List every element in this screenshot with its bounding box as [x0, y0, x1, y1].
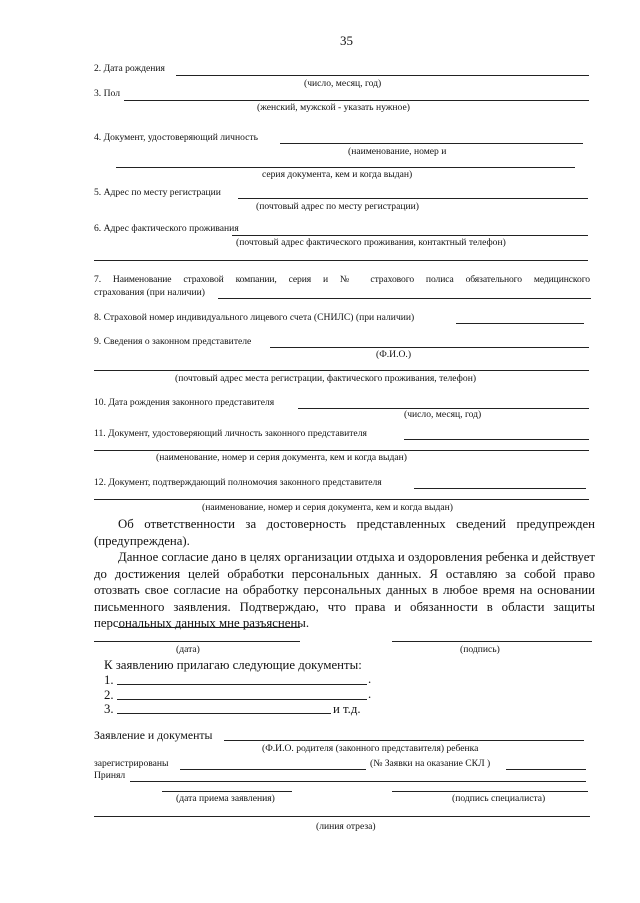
representative-birth-hint: (число, месяц, год): [404, 409, 482, 420]
birth-date-hint: (число, месяц, год): [304, 78, 382, 89]
signature-extra-line[interactable]: [118, 627, 300, 628]
date-hint: (дата): [176, 644, 200, 655]
residence-address-line-1[interactable]: [232, 235, 588, 236]
attachment-etc: и т.д.: [333, 702, 361, 716]
residence-address-label: 6. Адрес фактического проживания: [94, 223, 239, 234]
page-number: 35: [340, 33, 353, 48]
residence-address-hint: (почтовый адрес фактического проживания, контактный телефон): [236, 237, 506, 248]
receipt-date-line[interactable]: [162, 791, 292, 792]
birth-date-label: 2. Дата рождения: [94, 63, 165, 74]
snils-line[interactable]: [456, 323, 584, 324]
receipt-name-hint: (Ф.И.О. родителя (законного представителя) ребенка: [262, 743, 479, 754]
attachment-number-3: 3.: [104, 702, 114, 716]
attachment-dot-1: .: [368, 672, 372, 686]
representative-label: 9. Сведения о законном представителе: [94, 336, 252, 347]
representative-name-hint: (Ф.И.О.): [376, 349, 412, 360]
attachment-dot-2: .: [368, 687, 372, 701]
specialist-signature-hint: (подпись специалиста): [452, 793, 546, 804]
signature-hint: (подпись): [460, 644, 500, 655]
insurance-label-line-2: страхования (при наличии): [94, 287, 205, 298]
application-number-label: (№ Заявки на оказание СКЛ ): [370, 758, 491, 769]
gender-line[interactable]: [124, 100, 589, 101]
receipt-name-line[interactable]: [224, 740, 584, 741]
receipt-label: Заявление и документы: [94, 728, 213, 742]
gender-hint: (женский, мужской - указать нужное): [257, 102, 410, 113]
authority-doc-line-2[interactable]: [94, 499, 589, 500]
attachments-heading: К заявлению прилагаю следующие документы:: [104, 658, 362, 672]
cut-line-label: (линия отреза): [316, 821, 376, 832]
id-document-hint-2: серия документа, кем и когда выдан): [262, 169, 413, 180]
application-number-line[interactable]: [506, 769, 586, 770]
representative-address-hint: (почтовый адрес места регистрации, фактического проживания, телефон): [175, 373, 477, 384]
cut-line: [94, 816, 590, 817]
representative-id-label: 11. Документ, удостоверяющий личность законного представителя: [94, 428, 367, 439]
registered-label: зарегистрированы: [94, 758, 169, 769]
snils-label: 8. Страховой номер индивидуального лицевого счета (СНИЛС) (при наличии): [94, 312, 415, 323]
gender-label: 3. Пол: [94, 88, 120, 99]
receipt-date-hint: (дата приема заявления): [176, 793, 275, 804]
insurance-line[interactable]: [218, 298, 591, 299]
attachment-line-3[interactable]: [117, 713, 331, 714]
attachment-line-1[interactable]: [117, 684, 367, 685]
accepted-label: Принял: [94, 770, 126, 781]
attachment-number-2: 2.: [104, 688, 114, 702]
birth-date-line[interactable]: [176, 75, 589, 76]
consent-paragraph: Данное согласие дано в целях организации отдыха и оздоровления ребенка и действует до достижения целей обработки персональных данных. Я оставляю за собой право отозвать свое согласие на обработку персональных данных в любое время на основании письменного заявления. Подтверждаю, что права и обязанности в области защиты персональных данных мне разъяснены.: [94, 550, 595, 630]
registration-address-hint: (почтовый адрес по месту регистрации): [256, 201, 419, 212]
representative-name-line[interactable]: [270, 347, 589, 348]
representative-address-line[interactable]: [94, 370, 589, 371]
registered-line[interactable]: [180, 769, 366, 770]
attachment-number-1: 1.: [104, 673, 114, 687]
id-document-line-1[interactable]: [280, 143, 583, 144]
residence-address-line-2[interactable]: [94, 260, 588, 261]
representative-id-line-1[interactable]: [404, 439, 589, 440]
signature-line[interactable]: [392, 641, 592, 642]
responsibility-paragraph: Об ответственности за достоверность представленных сведений предупрежден (предупреждена).: [94, 517, 595, 548]
authority-doc-line-1[interactable]: [414, 488, 586, 489]
representative-id-hint: (наименование, номер и серия документа, кем и когда выдан): [156, 452, 407, 463]
authority-doc-label: 12. Документ, подтверждающий полномочия законного представителя: [94, 477, 382, 488]
registration-address-label: 5. Адрес по месту регистрации: [94, 187, 221, 198]
authority-doc-hint: (наименование, номер и серия документа, кем и когда выдан): [202, 502, 453, 513]
accepted-line[interactable]: [130, 781, 586, 782]
specialist-signature-line[interactable]: [392, 791, 588, 792]
representative-id-line-2[interactable]: [94, 450, 589, 451]
id-document-label: 4. Документ, удостоверяющий личность: [94, 132, 258, 143]
id-document-line-2[interactable]: [116, 167, 575, 168]
registration-address-line[interactable]: [238, 198, 588, 199]
date-line[interactable]: [94, 641, 300, 642]
id-document-hint-1: (наименование, номер и: [348, 146, 447, 157]
attachment-line-2[interactable]: [117, 699, 367, 700]
representative-birth-label: 10. Дата рождения законного представителя: [94, 397, 275, 408]
insurance-label-line-1: 7. Наименование страховой компании, серия и № страхового полиса обязательного медицинского: [94, 274, 590, 285]
